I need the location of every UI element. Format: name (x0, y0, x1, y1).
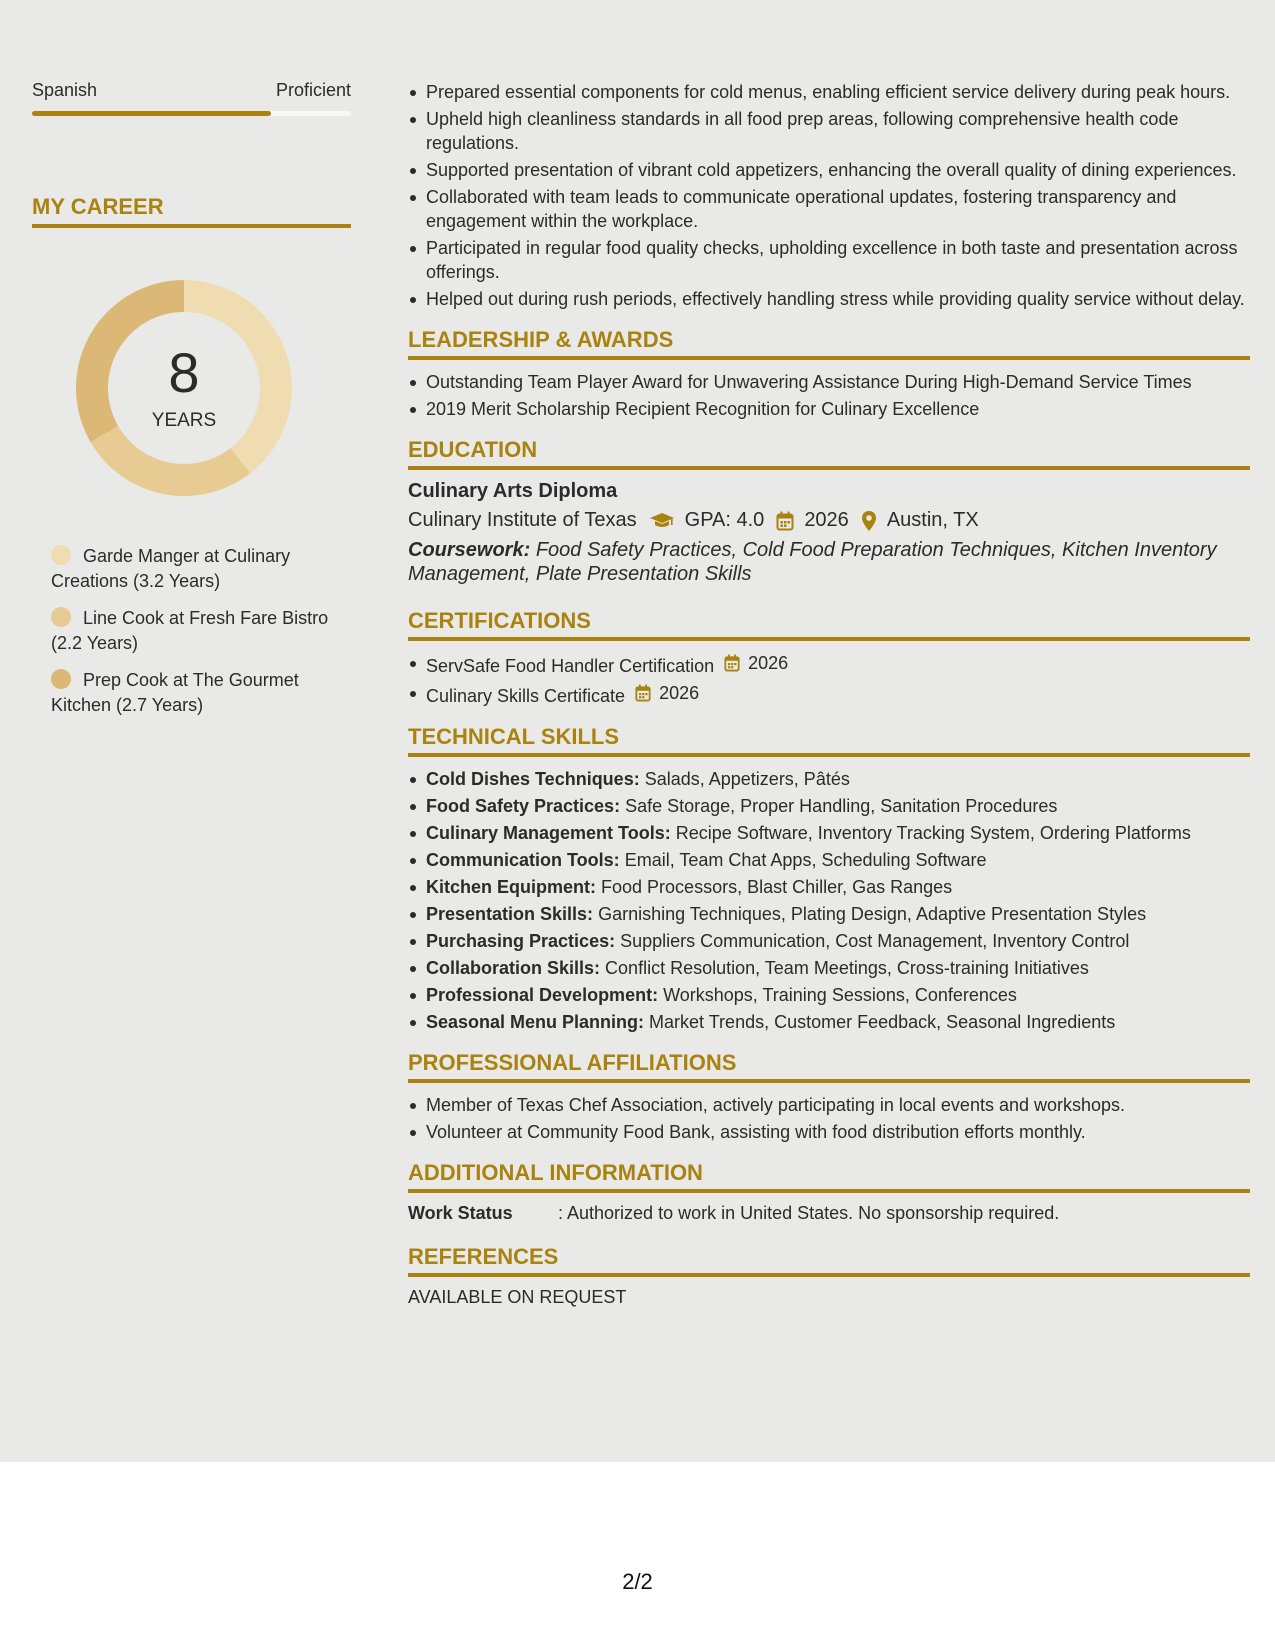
work-status-row (408, 1203, 1250, 1224)
education-gpa: GPA: 4.0 (684, 509, 765, 531)
career-legend-item (51, 606, 351, 656)
experience-bullet: Participated in regular food quality checks, upholding excellence in both taste and presentation across offerings. (408, 236, 1250, 284)
experience-bullet: Prepared essential components for cold menus, enabling efficient service delivery during peak hours. (408, 80, 1250, 104)
skill-value: Salads, Appetizers, Pâtés (644, 769, 850, 789)
skill-label: Seasonal Menu Planning: (426, 1012, 645, 1032)
work-status-value: : Authorized to work in United States. No sponsorship required. (558, 1203, 1060, 1223)
legend-dot (51, 607, 71, 627)
skill-label: Cold Dishes Techniques: (426, 769, 640, 789)
language-proficiency-bar (32, 111, 351, 116)
career-donut-slice (90, 426, 250, 496)
skill-item (408, 848, 1250, 872)
experience-bullet: Helped out during rush periods, effectively handling stress while providing quality service without delay. (408, 287, 1250, 311)
coursework-label: Coursework: (408, 539, 531, 561)
career-legend (32, 544, 351, 718)
work-status-label: Work Status (408, 1203, 513, 1223)
skill-value: Email, Team Chat Apps, Scheduling Software (624, 850, 987, 870)
career-legend-label: Line Cook at Fresh Fare Bistro (2.2 Years) (51, 608, 329, 653)
career-years-number: 8 (168, 341, 200, 404)
skill-label: Collaboration Skills: (426, 958, 601, 978)
language-proficiency-fill (32, 111, 271, 116)
affiliations-section-title: PROFESSIONAL AFFILIATIONS (408, 1050, 1250, 1083)
graduation-cap-icon (649, 511, 675, 531)
certification-name: ServSafe Food Handler Certification (426, 656, 715, 676)
certification-item (408, 681, 1250, 708)
legend-dot (51, 545, 71, 565)
education-coursework (408, 538, 1250, 586)
skill-value: Safe Storage, Proper Handling, Sanitation Procedures (625, 796, 1058, 816)
experience-bullet: Supported presentation of vibrant cold appetizers, enhancing the overall quality of dining experiences. (408, 158, 1250, 182)
skill-item (408, 902, 1250, 926)
leadership-section-title: LEADERSHIP & AWARDS (408, 327, 1250, 360)
education-section-title: EDUCATION (408, 437, 1250, 470)
skill-value: Food Processors, Blast Chiller, Gas Ranges (601, 877, 953, 897)
award-item: 2019 Merit Scholarship Recipient Recognition for Culinary Excellence (408, 397, 1250, 421)
award-item: Outstanding Team Player Award for Unwavering Assistance During High-Demand Service Times (408, 370, 1250, 394)
skill-item (408, 929, 1250, 953)
sidebar (32, 80, 351, 730)
skill-label: Food Safety Practices: (426, 796, 621, 816)
career-legend-label: Garde Manger at Culinary Creations (3.2 Years) (51, 546, 291, 591)
skill-value: Garnishing Techniques, Plating Design, Adaptive Presentation Styles (598, 904, 1147, 924)
career-legend-item (51, 544, 351, 594)
experience-bullet: Upheld high cleanliness standards in all food prep areas, following comprehensive health code regulations. (408, 107, 1250, 155)
main-column (408, 80, 1250, 1308)
skill-value: Market Trends, Customer Feedback, Seasonal Ingredients (649, 1012, 1116, 1032)
affiliation-item: Member of Texas Chef Association, actively participating in local events and workshops. (408, 1093, 1250, 1117)
skill-label: Communication Tools: (426, 850, 620, 870)
affiliation-item: Volunteer at Community Food Bank, assisting with food distribution efforts monthly. (408, 1120, 1250, 1144)
education-location: Austin, TX (886, 509, 979, 531)
skill-label: Kitchen Equipment: (426, 877, 596, 897)
language-name: Spanish (32, 80, 98, 100)
skill-value: Conflict Resolution, Team Meetings, Cross-training Initiatives (605, 958, 1089, 978)
certification-year-text: 2026 (748, 653, 789, 673)
career-legend-item (51, 668, 351, 718)
coursework-value: Food Safety Practices, Cold Food Preparation Techniques, Kitchen Inventory Management, Plate Presentation Skills (408, 539, 1217, 585)
skill-label: Purchasing Practices: (426, 931, 616, 951)
education-details (408, 509, 1250, 532)
additional-section-title: ADDITIONAL INFORMATION (408, 1160, 1250, 1193)
skill-label: Professional Development: (426, 985, 659, 1005)
education-degree: Culinary Arts Diploma (408, 480, 618, 502)
skills-section-title: TECHNICAL SKILLS (408, 724, 1250, 757)
affiliations-list (408, 1093, 1250, 1144)
calendar-icon (724, 654, 744, 672)
certifications-section-title: CERTIFICATIONS (408, 608, 1250, 641)
education-year: 2026 (804, 509, 849, 531)
skill-item (408, 821, 1250, 845)
language-level: Proficient (275, 80, 351, 100)
skill-item (408, 875, 1250, 899)
education-school: Culinary Institute of Texas (408, 509, 637, 531)
skill-value: Workshops, Training Sessions, Conferences (663, 985, 1017, 1005)
certification-year-text: 2026 (659, 683, 700, 703)
page-number: 2/2 (622, 1569, 653, 1594)
leadership-list (408, 370, 1250, 421)
calendar-icon (635, 684, 655, 702)
career-donut-chart (64, 268, 304, 508)
skill-value: Recipe Software, Inventory Tracking System, Ordering Platforms (675, 823, 1191, 843)
skill-value: Suppliers Communication, Cost Management, Inventory Control (620, 931, 1130, 951)
skill-label: Presentation Skills: (426, 904, 594, 924)
certifications-list (408, 651, 1250, 708)
certification-item (408, 651, 1250, 678)
calendar-icon (776, 511, 794, 531)
career-legend-label: Prep Cook at The Gourmet Kitchen (2.7 Years) (51, 670, 299, 715)
skill-label: Culinary Management Tools: (426, 823, 671, 843)
certification-name: Culinary Skills Certificate (426, 686, 626, 706)
skills-list (408, 767, 1250, 1034)
skill-item (408, 983, 1250, 1007)
certification-year (724, 651, 788, 675)
career-years-unit: YEARS (151, 410, 217, 431)
experience-bullet: Collaborated with team leads to communicate operational updates, fostering transparency and engagement within the workplace. (408, 185, 1250, 233)
legend-dot (51, 669, 71, 689)
references-text: AVAILABLE ON REQUEST (408, 1287, 627, 1307)
skill-item (408, 956, 1250, 980)
skill-item (408, 1010, 1250, 1034)
references-section-title: REFERENCES (408, 1244, 1250, 1277)
skill-item (408, 794, 1250, 818)
career-section-title: MY CAREER (32, 194, 351, 228)
language-row (32, 80, 351, 101)
skill-item (408, 767, 1250, 791)
experience-bullets (408, 80, 1250, 311)
certification-year (635, 681, 699, 705)
location-pin-icon (861, 510, 877, 532)
